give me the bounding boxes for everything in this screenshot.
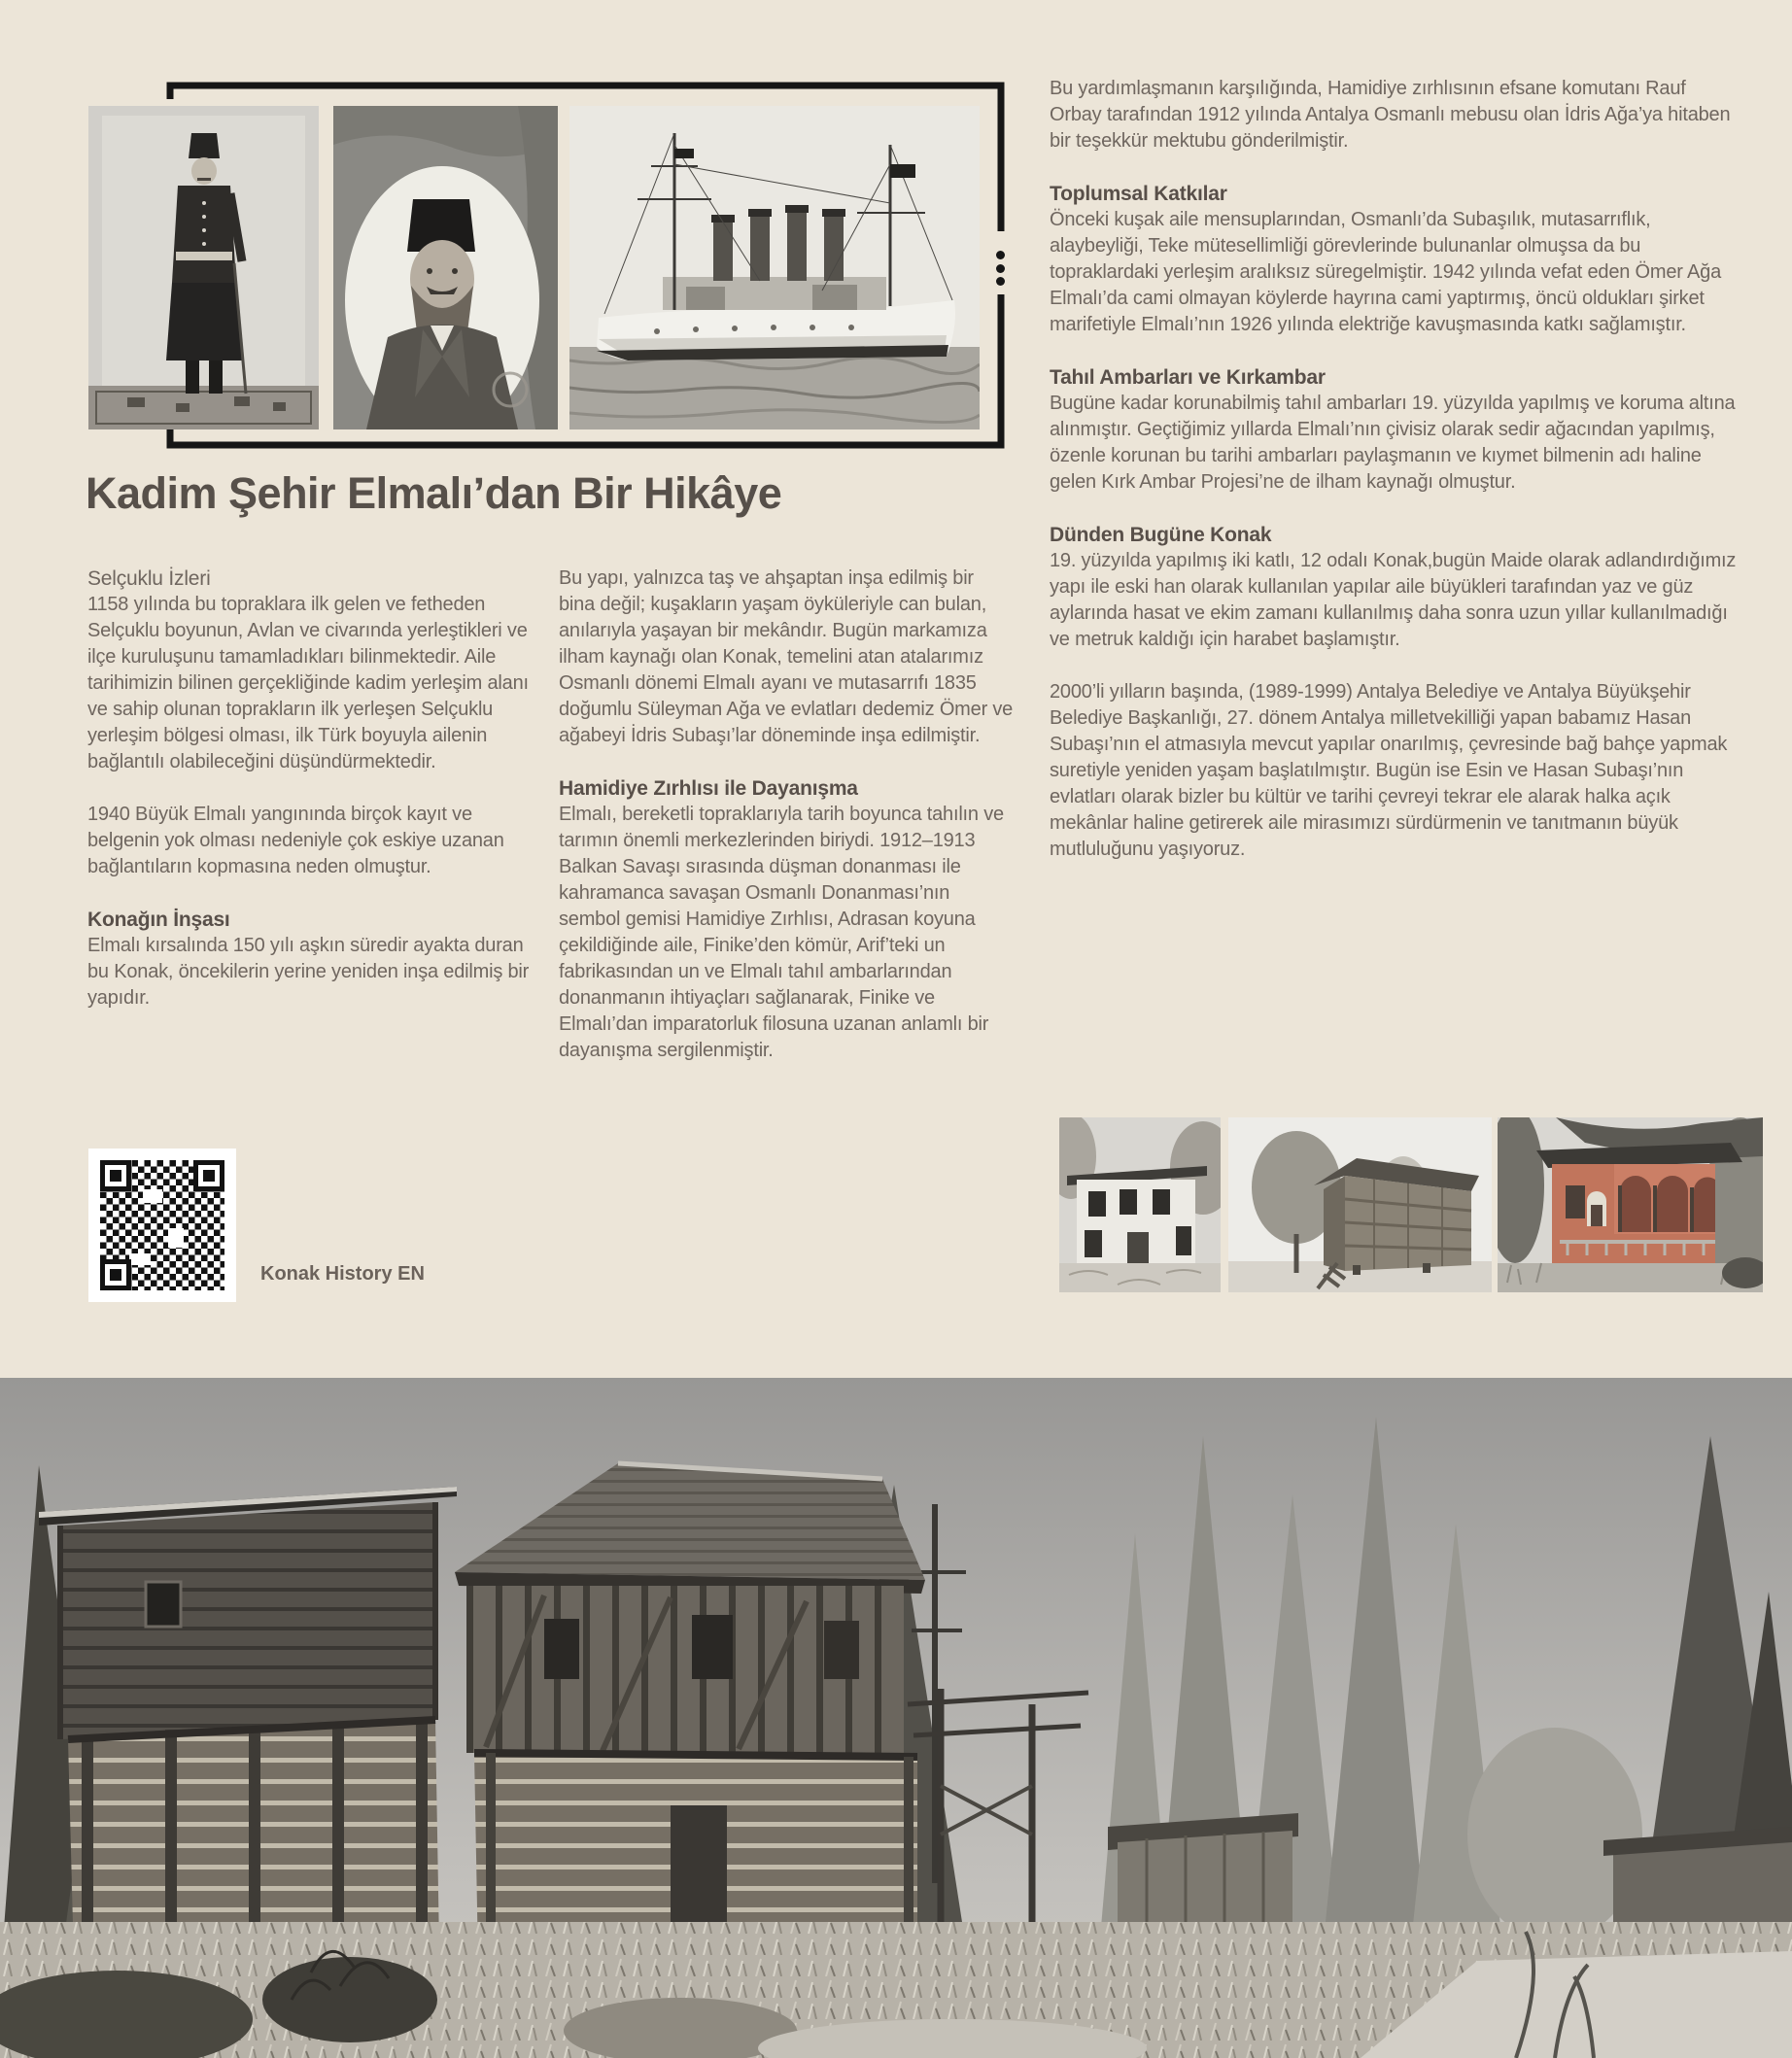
wooden-granary-buildings-photo	[0, 1378, 1792, 2058]
hamidiye-heading: Hamidiye Zırhlısı ile Dayanışma	[559, 777, 858, 800]
toplumsal-heading: Toplumsal Katkılar	[1050, 183, 1227, 205]
selcuklu-heading: Selçuklu İzleri	[87, 567, 211, 590]
page-title: Kadim Şehir Elmalı’dan Bir Hikâye	[86, 468, 782, 518]
qr-gap	[168, 1228, 184, 1248]
insa-heading: Konağın İnşası	[87, 909, 230, 931]
frame-dot-3	[996, 277, 1005, 286]
frame-dot-2	[996, 264, 1005, 273]
column-konak	[559, 566, 1014, 1064]
qr-finder-top-right	[193, 1160, 224, 1191]
toplumsal-paragraph: Önceki kuşak aile mensuplarından, Osmanlı’da Subaşılık, mutasarrıflık, alaybeyliği, Teke mütesellimliği görevlerinde bulunanlar olmuşsa da bu topraklardaki yerleşim aralıksız süregelmiştir. 1942 yılında vefat eden Ömer Ağa Elmalı’da cami olmayan köylerde hayrına cami yaptırmış, öncü oldukları şirket marifetiyle Elmalı’nın 1926 yılında elektriğe kavuşmasında katkı sağlamıştır.	[1050, 209, 1721, 335]
ottoman-elder-portrait-image	[333, 106, 558, 429]
red-konak-house-photo	[1498, 1117, 1763, 1292]
column-selcuklu	[87, 566, 530, 1012]
insa-paragraph: Elmalı kırsalında 150 yılı aşkın süredir ayakta duran bu Konak, öncekilerin yerine yeniden inşa edilmiş bir yapıdır.	[87, 935, 530, 1009]
white-konak-house-image	[1059, 1117, 1221, 1292]
hamidiye-cruiser-photo	[569, 106, 980, 429]
qr-finder-bottom-left	[100, 1259, 131, 1290]
timber-granary-image	[1228, 1117, 1492, 1292]
fire-paragraph: 1940 Büyük Elmalı yangınında birçok kayıt ve belgenin yok olması nedeniyle çok eskiye uzanan bağlantıların kopmasına neden olmuştur.	[87, 804, 504, 877]
mektup-paragraph: Bu yardımlaşmanın karşılığında, Hamidiye zırhlısının efsane komutanı Rauf Orbay tarafından 1912 yılında Antalya Osmanlı mebusu olan İdris Ağa’ya hitaben bir teşekkür mektubu gönderilmiştir.	[1050, 78, 1731, 152]
selcuklu-paragraph: 1158 yılında bu topraklara ilk gelen ve fetheden Selçuklu boyunun, Avlan ve civarında yerleştikleri ve ilçe kuruluşunu tamamladıkları bilinmektedir. Aile tarihimizin bilinen gerçekliğinde kadim yerleşim alanı ve sahip olunan toprakların ilk yerleşen Selçuklu yerleşim bölgesi olması, ilk Türk boyuyla ailenin bağlantılı olabileceğini düşündürmektedir.	[87, 594, 529, 772]
red-konak-house-image	[1498, 1117, 1763, 1292]
white-konak-house-photo	[1059, 1117, 1221, 1292]
qr-finder-top-left	[100, 1160, 131, 1191]
son-paragraph: 2000’li yılların başında, (1989-1999) Antalya Belediye ve Antalya Büyükşehir Belediye Başkanlığı, 27. dönem Antalya milletvekilliği yapan babamız Hasan Subaşı’nın el atmasıyla mevcut yapılar onarılmış, çevresinde bağ bahçe yapmak suretiyle yeniden yaşam başlatılmıştır. Bugün ise Esin ve Hasan Subaşı’nın evlatları olarak bizler bu kültür ve tarihi çevreyi tekrar ele alarak halka açık mekânlar haline getirerek aile mirasımızı sürdürmenin ve tanıtmanın büyük mutluluğunu yaşıyoruz.	[1050, 681, 1728, 860]
ottoman-officer-photo	[88, 106, 319, 429]
ottoman-elder-portrait-photo	[333, 106, 558, 429]
tahil-heading: Tahıl Ambarları ve Kırkambar	[1050, 366, 1326, 389]
hamidiye-cruiser-image	[569, 106, 980, 429]
column-right	[1050, 76, 1740, 863]
qr-gap	[129, 1253, 151, 1265]
dunden-paragraph: 19. yüzyılda yapılmış iki katlı, 12 odalı Konak,bugün Maide olarak adlandırdığımız yapı ile eski han olarak kullanılan yapılar aile büyükleri tarafından yaz ve güz aylarında hasat ve ekim zamanı kullanılmış daha sonra uzun yıllar kullanılmadığı ve metruk kaldığı için harabet başlamıştır.	[1050, 550, 1737, 650]
konak-paragraph: Bu yapı, yalnızca taş ve ahşaptan inşa edilmiş bir bina değil; kuşakların yaşam öyküleriyle can bulan, anılarıyla yaşayan bir mekândır. Bugün markamıza ilham kaynağı olan Konak, temelini atan atalarımız Osmanlı dönemi Elmalı ayanı ve mutasarrıfı 1835 doğumlu Süleyman Ağa ve evlatları dedemiz Ömer ve ağabeyi İdris Subaşı’lar döneminde inşa edilmiştir.	[559, 567, 1014, 746]
qr-gap	[143, 1189, 162, 1203]
tahil-paragraph: Bugüne kadar korunabilmiş tahıl ambarları 19. yüzyılda yapılmış ve koruma altına alınmıştır. Geçtiğimiz yıllarda Elmalı’nın çivisiz olarak sedir ağacından yapılmış, özenle korunan bu tarihi ambarları paylaşmanın ve kıymet bilmenin adı haline gelen Kırk Ambar Projesi’ne de ilham kaynağı olmuştur.	[1050, 393, 1736, 493]
dunden-heading: Dünden Bugüne Konak	[1050, 524, 1272, 546]
timber-granary-photo	[1228, 1117, 1492, 1292]
hamidiye-paragraph: Elmalı, bereketli topraklarıyla tarih boyunca tahılın ve tarımın önemli merkezlerinden biriydi. 1912–1913 Balkan Savaşı sırasında düşman donanması ile kahramanca savaşan Osmanlı Donanması’nın sembol gemisi Hamidiye Zırhlısı, Adrasan koyuna çekildiğinde aile, Finike’den kömür, Arif’teki un fabrikasından un ve Elmalı tahıl ambarlarından donanmanın ihtiyaçları sağlanarak, Finike ve Elmalı’dan imparatorluk filosuna uzanan anlamlı bir dayanışma sergilenmiştir.	[559, 804, 1004, 1061]
frame-dot-1	[996, 251, 1005, 259]
qr-label: Konak History EN	[260, 1263, 425, 1285]
ottoman-officer-image	[88, 106, 319, 429]
qr-code	[88, 1149, 236, 1302]
